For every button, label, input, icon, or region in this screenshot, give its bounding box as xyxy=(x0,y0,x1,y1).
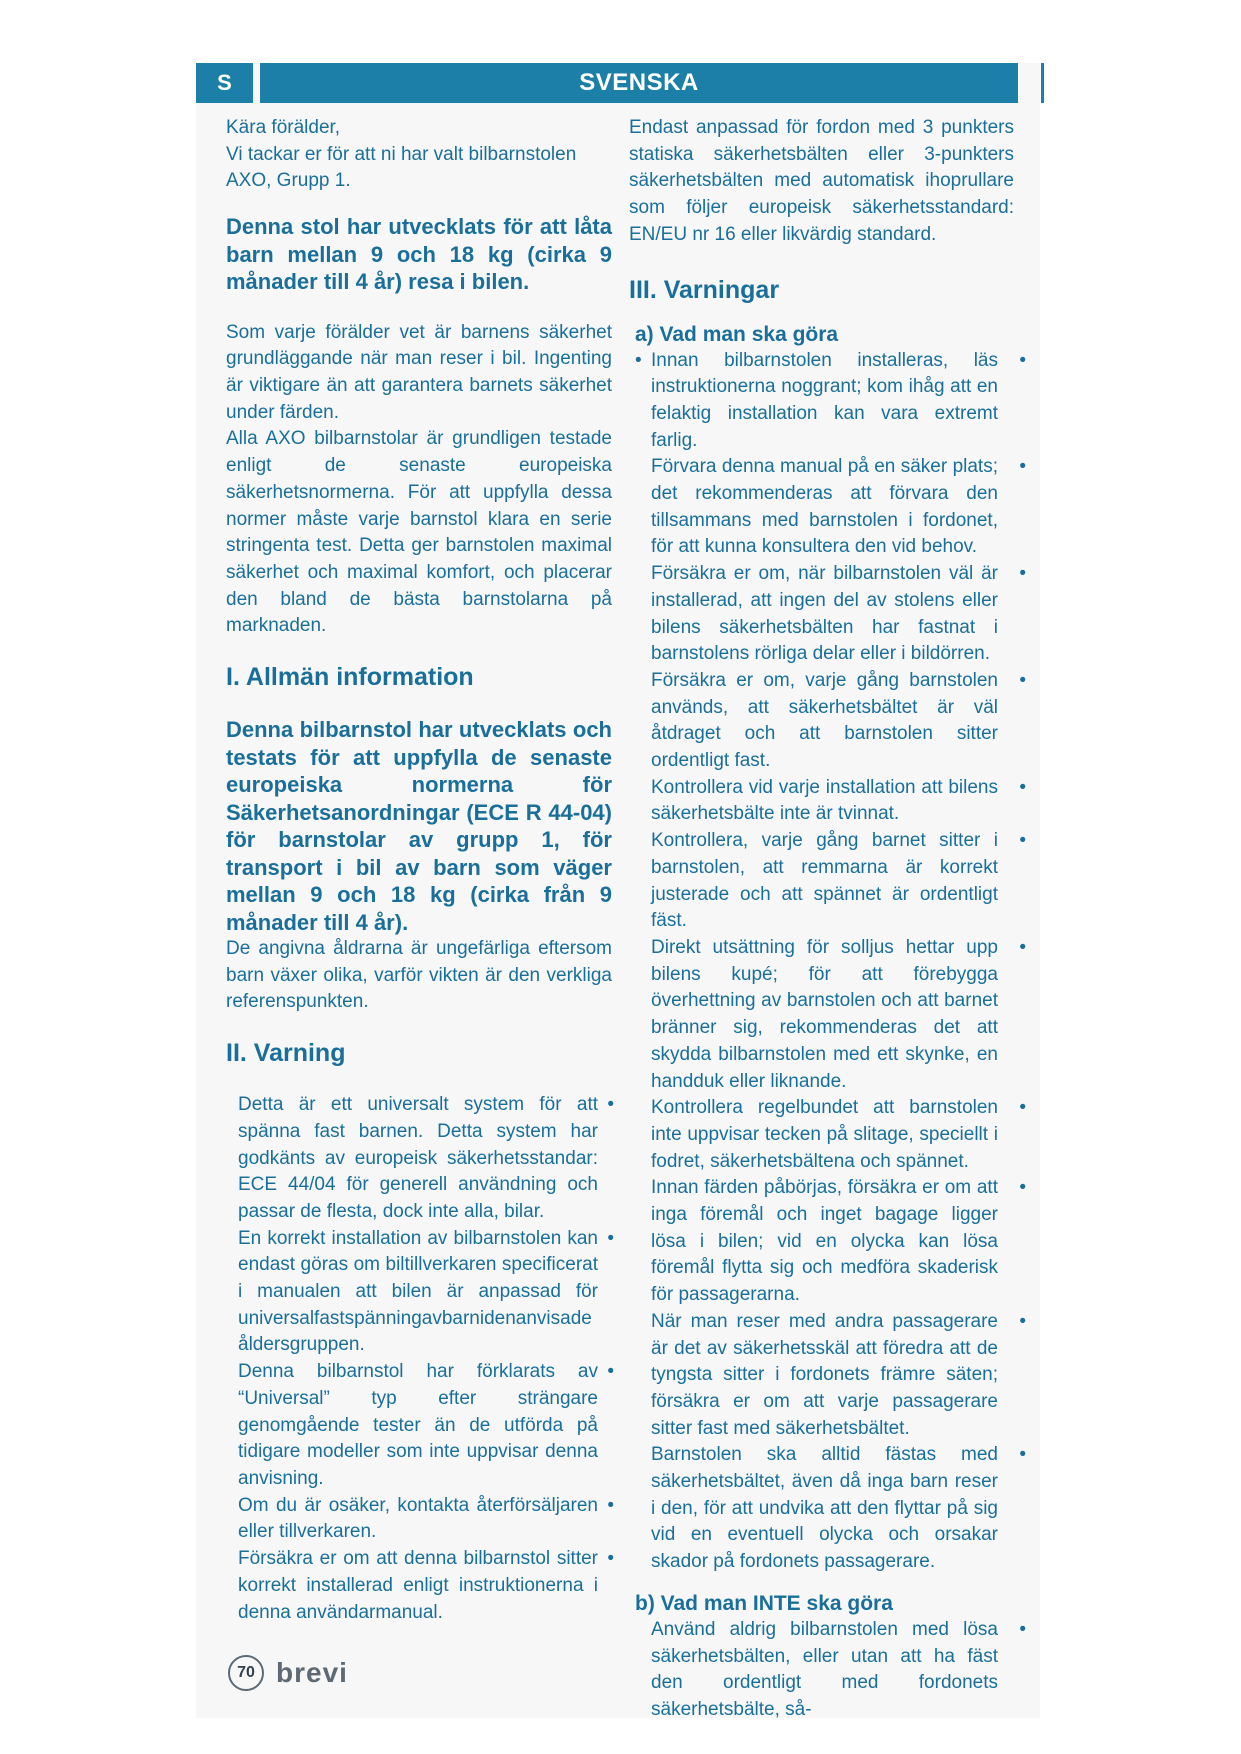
header-divider xyxy=(1041,63,1044,103)
section-warnings-heading: III. Varningar xyxy=(629,275,780,304)
paragraph-safety: Som varje förälder vet är barnens säkerhet grundläggande när man reser i bil. Ingenting är viktigare än att garantera barnets säkerhet under färden. xyxy=(226,321,612,423)
list-item: Direkt utsättning för solljus hettar upp bilens kupé; för att förebygga överhettning av barnstolen och att barnet bränner sig, rekommenderas det att skydda bilbarnstolen med ett skynke, en handduk eller liknande. • xyxy=(629,935,1014,1095)
list-item: Kontrollera regelbundet att barnstolen inte uppvisar tecken på slitage, speciellt i fodret, säkerhetsbältena och spännet. • xyxy=(629,1095,1014,1175)
greeting: Kära förälder, xyxy=(226,117,341,138)
warning-list xyxy=(226,1092,612,1626)
list-item: En korrekt installation av bilbarnstolen kan endast göras om biltillverkaren specificerat i manualen att bilen är anpassad för universalfastspänningavbarnidenanvisade åldersgruppen. • xyxy=(226,1226,612,1360)
page-footer xyxy=(228,1655,348,1691)
paragraph-testing: Alla AXO bilbarnstolar är grundligen testade enligt de senaste europeiska säkerhetsnormerna. För att uppfylla dessa normer måste varje barnstol klara en serie stringenta test. Detta ger barnstolen maximal säkerhet och maximal komfort, och placerar den bland de bästa barnstolarna på marknaden. xyxy=(226,428,612,637)
right-column xyxy=(629,115,1014,1724)
left-column xyxy=(226,115,612,1626)
general-info-bold: Denna bilbarnstol har utvecklats och testats för att uppfylla de senaste europeiska normerna för Säkerhetsanordningar (ECE R 44-04) för barnstolar av grupp 1, för transport i bil av barn som väger mellan 9 och 18 kg (cirka från 9 månader till 4 år). xyxy=(226,717,612,935)
section-warning-heading: II. Varning xyxy=(226,1039,346,1068)
list-item: Innan färden påbörjas, försäkra er om att inga föremål och inget bagage ligger lösa i bilen; vid en olycka kan lösa föremål flytta sig och medföra skaderisk för passagerarna. • xyxy=(629,1175,1014,1309)
do-heading: a) Vad man ska göra xyxy=(635,322,839,346)
intro-bold: Denna stol har utvecklats för att låta barn mellan 9 och 18 kg (cirka 9 månader till 4 år) resa i bilen. xyxy=(226,214,612,295)
list-item: Förvara denna manual på en säker plats; det rekommenderas att förvara den tillsammans med barnstolen i fordonet, för att kunna konsultera den vid behov. • xyxy=(629,454,1014,561)
list-item: Barnstolen ska alltid fästas med säkerhetsbältet, även då inga barn reser i den, för att undvika att den flyttar på sig vid en eventuell olycka och orsakar skador på fordonets passagerare. • xyxy=(629,1442,1014,1576)
page-number: 70 xyxy=(228,1655,264,1691)
brand-logo: brevi xyxy=(276,1657,348,1688)
list-item: Detta är ett universalt system för att spänna fast barnen. Detta system har godkänts av europeisk säkerhetsstandar: ECE 44/04 för generell användning och passar de flesta, dock inte alla, bilar. • xyxy=(226,1092,612,1226)
list-item: Om du är osäker, kontakta återförsäljaren eller tillverkaren. • xyxy=(226,1493,612,1546)
language-header-bar: SVENSKA xyxy=(260,63,1018,103)
general-info-text: De angivna åldrarna är ungefärliga eftersom barn växer olika, varför vikten är den verkliga referenspunkten. xyxy=(226,938,612,1013)
language-code-badge: S xyxy=(196,63,253,103)
list-item: Använd aldrig bilbarnstolen med lösa säkerhetsbälten, eller utan att ha fäst den ordentligt med fordonets säkerhetsbälte, så- • xyxy=(629,1617,1014,1724)
section-general-info-heading: I. Allmän information xyxy=(226,663,474,692)
dont-heading: b) Vad man INTE ska göra xyxy=(635,1591,893,1615)
vehicle-compatibility-text: Endast anpassad för fordon med 3 punkters statiska säkerhetsbälten eller 3-punkters säkerhetsbälten med automatisk ihoprullare som följer europeisk säkerhetsstandard: EN/EU nr 16 eller likvärdig standard. xyxy=(629,117,1014,245)
list-item: När man reser med andra passagerare är det av säkerhetsskäl att föredra att de tyngsta sitter i fordonets främre säten; försäkra er om att varje passagerare sitter fast med säkerhetsbältet. • xyxy=(629,1309,1014,1443)
list-item: Försäkra er om att denna bilbarnstol sitter korrekt installerad enligt instruktionerna i denna användarmanual. • xyxy=(226,1546,612,1626)
dont-list xyxy=(629,1617,1014,1724)
list-item: Försäkra er om, varje gång barnstolen används, att säkerhetsbältet är väl åtdraget och att barnstolen sitter ordentligt fast. • xyxy=(629,668,1014,775)
list-item: Kontrollera vid varje installation att bilens säkerhetsbälte inte är tvinnat. • xyxy=(629,775,1014,828)
list-item: • Innan bilbarnstolen installeras, läs instruktionerna noggrant; kom ihåg att en felaktig installation kan vara extremt farlig. • xyxy=(629,348,1014,455)
do-list xyxy=(629,454,1014,1576)
thanks-text: Vi tackar er för att ni har valt bilbarnstolen AXO, Grupp 1. xyxy=(226,143,577,192)
list-item: Denna bilbarnstol har förklarats av “Universal” typ efter strängare genomgående tester än de utförda på tidigare modeller som inte uppvisar denna anvisning. • xyxy=(226,1359,612,1493)
list-item: Kontrollera, varje gång barnet sitter i barnstolen, att remmarna är korrekt justerade och att spännet är ordentligt fäst. • xyxy=(629,828,1014,935)
list-item: Försäkra er om, när bilbarnstolen väl är installerad, att ingen del av stolens eller bilens säkerhetsbälten har fastnat i barnstolens rörliga delar eller i bildörren. • xyxy=(629,561,1014,668)
do-first-list xyxy=(629,348,1014,455)
